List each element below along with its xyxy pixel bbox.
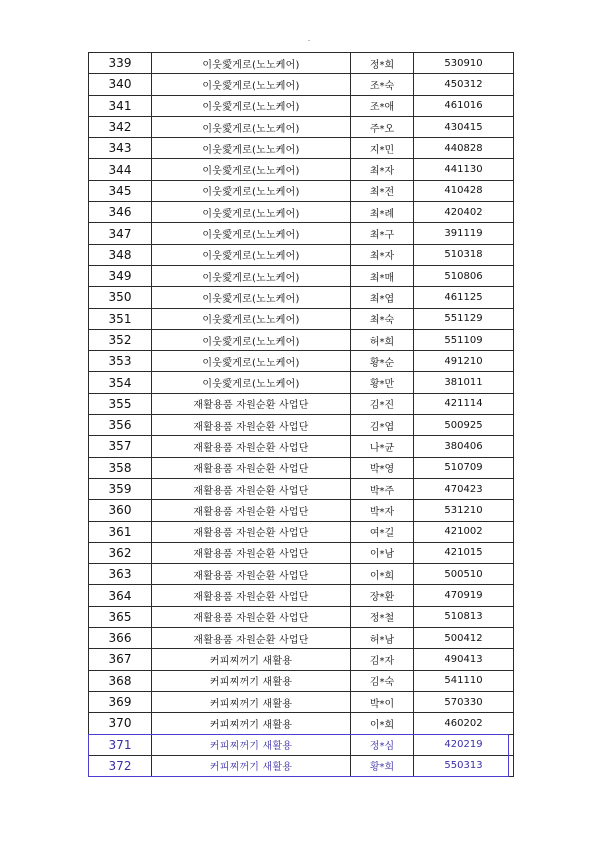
- table-row: [89, 755, 514, 776]
- table-row: [89, 159, 514, 180]
- table-row: [89, 500, 514, 521]
- table-row: [89, 95, 514, 116]
- row-number: 345: [89, 180, 152, 201]
- row-number: 358: [89, 457, 152, 478]
- birth-code: 441130: [414, 159, 514, 180]
- participant-name: 김*자: [351, 649, 414, 670]
- row-number: 371: [89, 734, 152, 755]
- participant-name: 최*숙: [351, 308, 414, 329]
- table-row: [89, 287, 514, 308]
- row-number: 354: [89, 372, 152, 393]
- birth-code: 551129: [414, 308, 514, 329]
- birth-code: 490413: [414, 649, 514, 670]
- participant-name: 최*자: [351, 159, 414, 180]
- row-number: 364: [89, 585, 152, 606]
- table-row: [89, 74, 514, 95]
- table-row: [89, 329, 514, 350]
- participant-name: 박*이: [351, 691, 414, 712]
- organization-name: 재활용품 자원순환 사업단: [152, 415, 351, 436]
- row-number: 368: [89, 670, 152, 691]
- row-number: 369: [89, 691, 152, 712]
- birth-code: 460202: [414, 713, 514, 734]
- organization-name: 이웃愛게로(노노케어): [152, 202, 351, 223]
- birth-code: 550313: [414, 755, 514, 776]
- row-number: 351: [89, 308, 152, 329]
- organization-name: 이웃愛게로(노노케어): [152, 138, 351, 159]
- participant-name: 최*자: [351, 244, 414, 265]
- row-number: 370: [89, 713, 152, 734]
- organization-name: 이웃愛게로(노노케어): [152, 329, 351, 350]
- birth-code: 391119: [414, 223, 514, 244]
- organization-name: 이웃愛게로(노노케어): [152, 287, 351, 308]
- row-number: 359: [89, 478, 152, 499]
- participant-name: 허*남: [351, 628, 414, 649]
- table-row: [89, 180, 514, 201]
- row-number: 365: [89, 606, 152, 627]
- participant-name: 박*주: [351, 478, 414, 499]
- row-number: 360: [89, 500, 152, 521]
- row-number: 342: [89, 116, 152, 137]
- birth-code: 421015: [414, 542, 514, 563]
- organization-name: 이웃愛게로(노노케어): [152, 244, 351, 265]
- organization-name: 이웃愛게로(노노케어): [152, 223, 351, 244]
- birth-code: 381011: [414, 372, 514, 393]
- row-number: 357: [89, 436, 152, 457]
- row-number: 339: [89, 53, 152, 74]
- table-row: [89, 415, 514, 436]
- participant-name: 최*구: [351, 223, 414, 244]
- row-number: 347: [89, 223, 152, 244]
- table-row: [89, 542, 514, 563]
- birth-code: 500510: [414, 564, 514, 585]
- birth-code: 551109: [414, 329, 514, 350]
- table-row: [89, 436, 514, 457]
- table-row: [89, 713, 514, 734]
- row-number: 343: [89, 138, 152, 159]
- table-row: [89, 564, 514, 585]
- birth-code: 421114: [414, 393, 514, 414]
- participant-table-body: [89, 53, 514, 777]
- organization-name: 재활용품 자원순환 사업단: [152, 478, 351, 499]
- row-number: 361: [89, 521, 152, 542]
- participant-name: 장*환: [351, 585, 414, 606]
- row-number: 353: [89, 351, 152, 372]
- organization-name: 커피찌꺼기 새활용: [152, 755, 351, 776]
- scan-mark: [308, 40, 310, 41]
- birth-code: 420219: [414, 734, 514, 755]
- organization-name: 커피찌꺼기 새활용: [152, 734, 351, 755]
- table-row: [89, 223, 514, 244]
- participant-name: 황*순: [351, 351, 414, 372]
- row-number: 352: [89, 329, 152, 350]
- table-row: [89, 606, 514, 627]
- row-number: 350: [89, 287, 152, 308]
- organization-name: 재활용품 자원순환 사업단: [152, 436, 351, 457]
- table-row: [89, 628, 514, 649]
- organization-name: 재활용품 자원순환 사업단: [152, 564, 351, 585]
- organization-name: 커피찌꺼기 새활용: [152, 649, 351, 670]
- participant-name: 정*희: [351, 53, 414, 74]
- organization-name: 재활용품 자원순환 사업단: [152, 521, 351, 542]
- row-number: 340: [89, 74, 152, 95]
- organization-name: 이웃愛게로(노노케어): [152, 351, 351, 372]
- row-number: 356: [89, 415, 152, 436]
- organization-name: 재활용품 자원순환 사업단: [152, 585, 351, 606]
- participant-name: 정*철: [351, 606, 414, 627]
- table-row: [89, 585, 514, 606]
- participant-table: [88, 52, 514, 777]
- table-row: [89, 478, 514, 499]
- participant-name: 박*영: [351, 457, 414, 478]
- row-number: 344: [89, 159, 152, 180]
- participant-name: 주*오: [351, 116, 414, 137]
- row-number: 355: [89, 393, 152, 414]
- birth-code: 421002: [414, 521, 514, 542]
- table-row: [89, 649, 514, 670]
- birth-code: 570330: [414, 691, 514, 712]
- table-row: [89, 691, 514, 712]
- birth-code: 430415: [414, 116, 514, 137]
- table-row: [89, 265, 514, 286]
- organization-name: 이웃愛게로(노노케어): [152, 265, 351, 286]
- organization-name: 이웃愛게로(노노케어): [152, 372, 351, 393]
- row-number: 348: [89, 244, 152, 265]
- organization-name: 재활용품 자원순환 사업단: [152, 606, 351, 627]
- organization-name: 이웃愛게로(노노케어): [152, 159, 351, 180]
- row-number: 367: [89, 649, 152, 670]
- table-row: [89, 138, 514, 159]
- participant-name: 조*애: [351, 95, 414, 116]
- table-row: [89, 308, 514, 329]
- birth-code: 531210: [414, 500, 514, 521]
- participant-name: 이*희: [351, 713, 414, 734]
- table-row: [89, 53, 514, 74]
- participant-name: 김*엽: [351, 415, 414, 436]
- birth-code: 510709: [414, 457, 514, 478]
- participant-name: 최*엽: [351, 287, 414, 308]
- table-row: [89, 202, 514, 223]
- participant-name: 이*남: [351, 542, 414, 563]
- organization-name: 커피찌꺼기 새활용: [152, 691, 351, 712]
- organization-name: 이웃愛게로(노노케어): [152, 74, 351, 95]
- birth-code: 380406: [414, 436, 514, 457]
- organization-name: 재활용품 자원순환 사업단: [152, 500, 351, 521]
- participant-name: 정*심: [351, 734, 414, 755]
- participant-name: 여*길: [351, 521, 414, 542]
- participant-name: 지*민: [351, 138, 414, 159]
- table-row: [89, 372, 514, 393]
- table-row: [89, 457, 514, 478]
- row-number: 362: [89, 542, 152, 563]
- organization-name: 커피찌꺼기 새활용: [152, 713, 351, 734]
- birth-code: 410428: [414, 180, 514, 201]
- table-row: [89, 116, 514, 137]
- organization-name: 커피찌꺼기 새활용: [152, 670, 351, 691]
- row-number: 346: [89, 202, 152, 223]
- organization-name: 이웃愛게로(노노케어): [152, 116, 351, 137]
- participant-name: 이*희: [351, 564, 414, 585]
- table-row: [89, 244, 514, 265]
- birth-code: 510318: [414, 244, 514, 265]
- birth-code: 500412: [414, 628, 514, 649]
- participant-name: 김*진: [351, 393, 414, 414]
- organization-name: 이웃愛게로(노노케어): [152, 308, 351, 329]
- birth-code: 510813: [414, 606, 514, 627]
- organization-name: 재활용품 자원순환 사업단: [152, 393, 351, 414]
- birth-code: 440828: [414, 138, 514, 159]
- table-row: [89, 521, 514, 542]
- participant-name: 황*만: [351, 372, 414, 393]
- organization-name: 재활용품 자원순환 사업단: [152, 457, 351, 478]
- birth-code: 470423: [414, 478, 514, 499]
- participant-name: 박*자: [351, 500, 414, 521]
- row-number: 349: [89, 265, 152, 286]
- row-number: 372: [89, 755, 152, 776]
- table-row: [89, 670, 514, 691]
- birth-code: 461125: [414, 287, 514, 308]
- birth-code: 420402: [414, 202, 514, 223]
- birth-code: 450312: [414, 74, 514, 95]
- birth-code: 491210: [414, 351, 514, 372]
- organization-name: 이웃愛게로(노노케어): [152, 53, 351, 74]
- participant-name: 최*전: [351, 180, 414, 201]
- row-number: 363: [89, 564, 152, 585]
- participant-name: 최*례: [351, 202, 414, 223]
- participant-name: 조*숙: [351, 74, 414, 95]
- participant-name: 최*매: [351, 265, 414, 286]
- table-row: [89, 393, 514, 414]
- participant-name: 나*균: [351, 436, 414, 457]
- birth-code: 470919: [414, 585, 514, 606]
- organization-name: 이웃愛게로(노노케어): [152, 180, 351, 201]
- participant-name: 황*희: [351, 755, 414, 776]
- organization-name: 재활용품 자원순환 사업단: [152, 542, 351, 563]
- birth-code: 500925: [414, 415, 514, 436]
- organization-name: 재활용품 자원순환 사업단: [152, 628, 351, 649]
- row-number: 341: [89, 95, 152, 116]
- organization-name: 이웃愛게로(노노케어): [152, 95, 351, 116]
- row-number: 366: [89, 628, 152, 649]
- table-row: [89, 734, 514, 755]
- birth-code: 541110: [414, 670, 514, 691]
- birth-code: 510806: [414, 265, 514, 286]
- table-row: [89, 351, 514, 372]
- birth-code: 461016: [414, 95, 514, 116]
- participant-name: 허*희: [351, 329, 414, 350]
- participant-name: 김*숙: [351, 670, 414, 691]
- birth-code: 530910: [414, 53, 514, 74]
